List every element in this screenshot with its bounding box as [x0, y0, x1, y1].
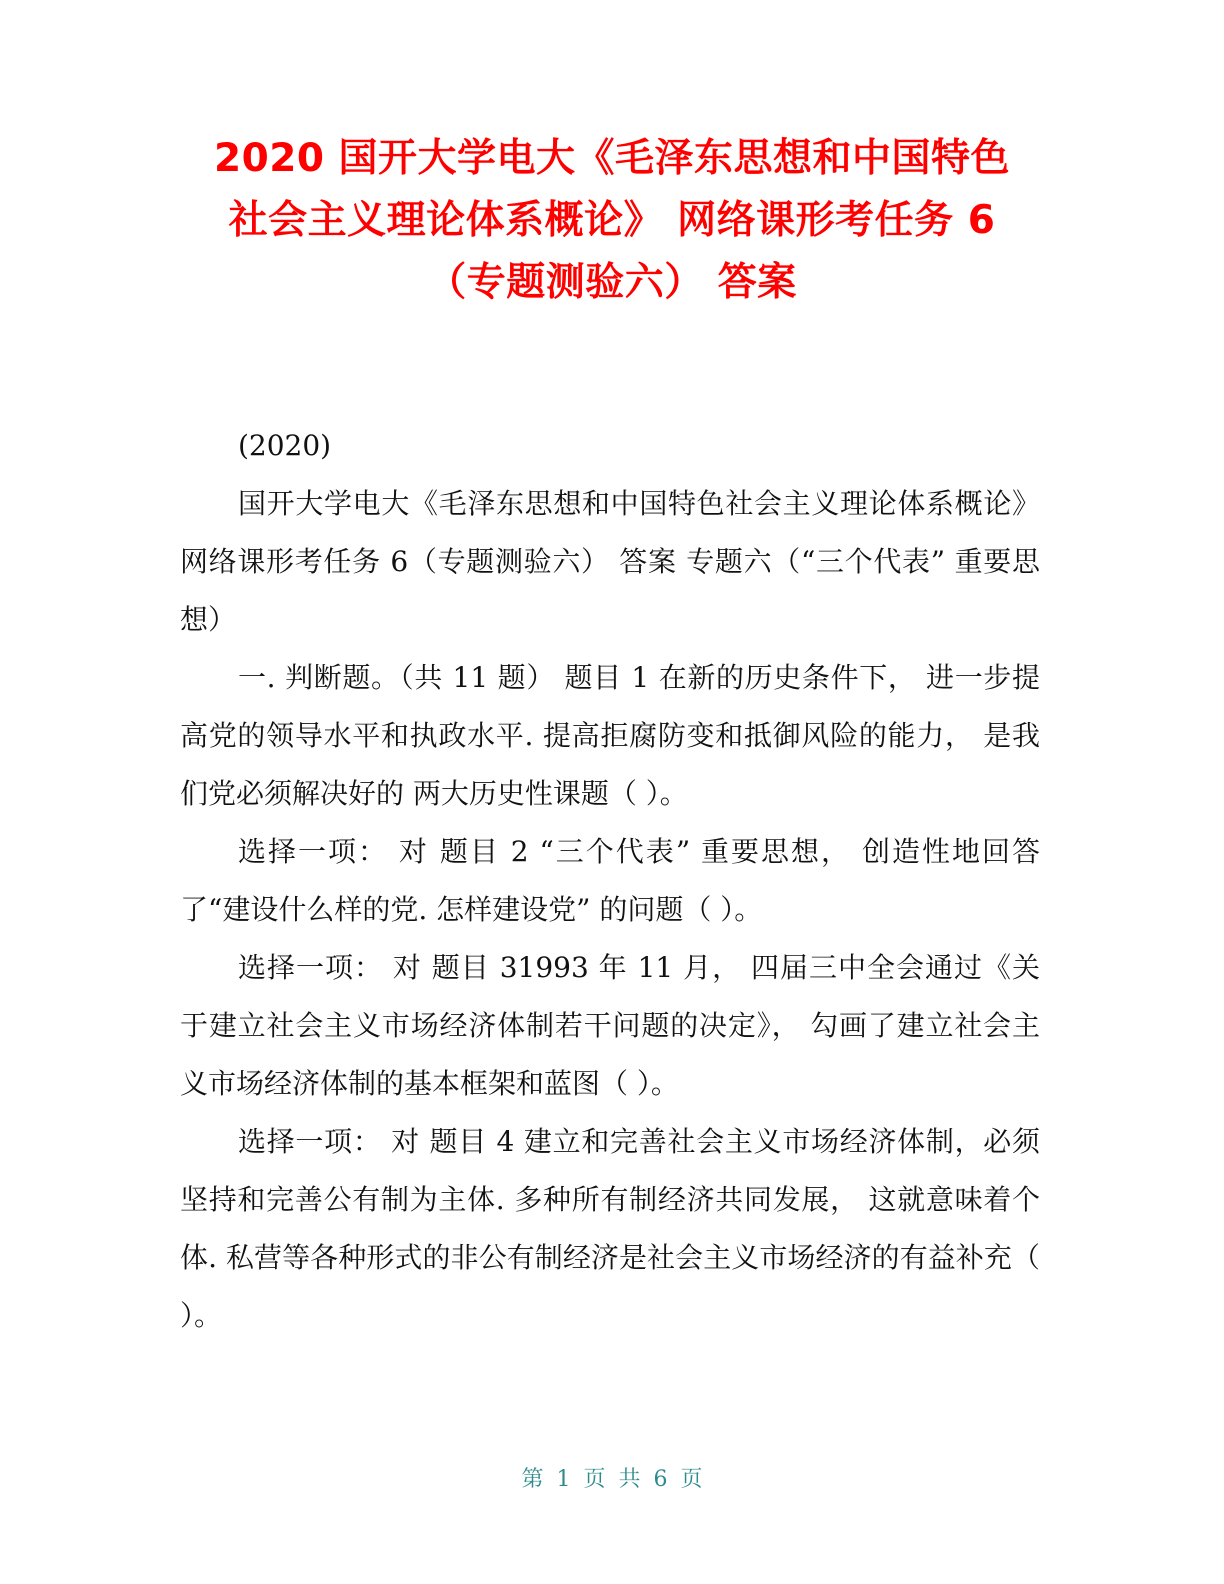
page-footer: 第 1 页 共 6 页 — [521, 1467, 703, 1492]
document-body — [180, 417, 1040, 1345]
paragraph-year: (2020) — [238, 429, 332, 462]
paragraph-course-title: 国开大学电大《毛泽东思想和中国特色社会主义理论体系概论》 网络课形考任务 6（专题测验六） 答案 专题六（“三个代表” 重要思想） — [180, 487, 1040, 636]
paragraph-question-3: 选择一项： 对 题目 31993 年 11 月， 四届三中全会通过《关于建立社会主义市场经济体制若干问题的决定》， 勾画了建立社会主义市场经济体制的基本框架和蓝图（ ）。 — [180, 951, 1040, 1100]
document-title — [170, 128, 1054, 314]
title-line-3: （专题测验六） 答案 — [427, 260, 797, 305]
paragraph-question-4: 选择一项： 对 题目 4 建立和完善社会主义市场经济体制，必须坚持和完善公有制为主体. 多种所有制经济共同发展， 这就意味着个体. 私营等各种形式的非公有制经济是社会主义市场经济的有益补充（ ）。 — [180, 1125, 1040, 1332]
title-line-1: 2020 国开大学电大《毛泽东思想和中国特色 — [213, 136, 1011, 181]
paragraph-question-2: 选择一项： 对 题目 2 “三个代表” 重要思想， 创造性地回答了“建设什么样的党. 怎样建设党” 的问题（ ）。 — [180, 835, 1040, 926]
title-line-2: 社会主义理论体系概论》 网络课形考任务 6 — [228, 198, 996, 243]
paragraph-question-1: 一. 判断题。（共 11 题） 题目 1 在新的历史条件下， 进一步提高党的领导水平和执政水平. 提高拒腐防变和抵御风险的能力， 是我们党必须解决好的 两大历史性课题（ ）。 — [180, 661, 1040, 810]
